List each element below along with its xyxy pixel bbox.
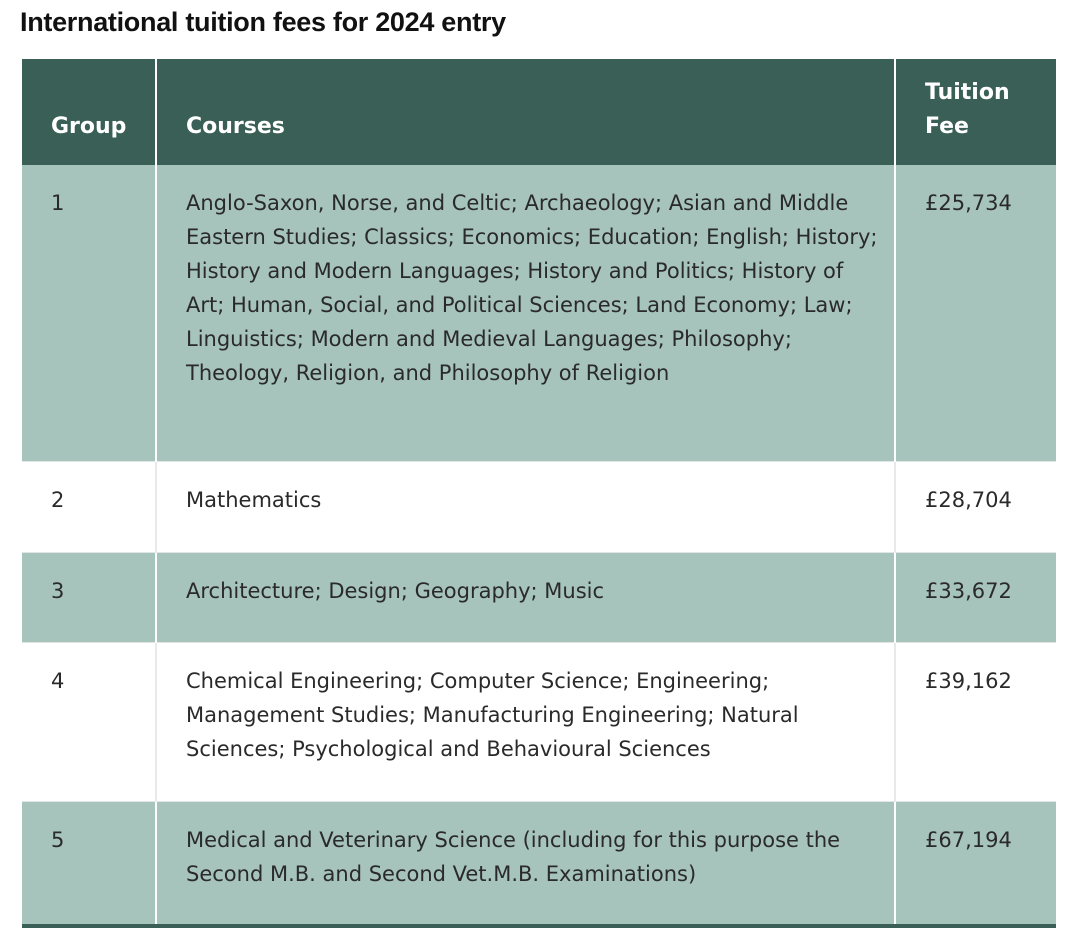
- courses-cell: Chemical Engineering; Computer Science; Engineering; Management Studies; Manufacturing Engineering; Natural Sciences; Psychological and Behavioural Sciences: [156, 642, 895, 801]
- group-cell: 5: [22, 801, 156, 926]
- table-row: [22, 165, 1056, 461]
- group-cell: 4: [22, 642, 156, 801]
- header-tuition-fee-label: Tuition Fee: [925, 80, 1010, 139]
- table-header: [22, 59, 1056, 165]
- header-courses: Courses: [156, 59, 895, 165]
- table-row: [22, 801, 1056, 926]
- fee-cell: £33,672: [895, 552, 1056, 642]
- table-row: [22, 461, 1056, 552]
- fee-cell: £28,704: [895, 461, 1056, 552]
- tuition-fees-table: [22, 59, 1056, 928]
- table-row: [22, 552, 1056, 642]
- courses-cell: Mathematics: [156, 461, 895, 552]
- fee-cell: £39,162: [895, 642, 1056, 801]
- courses-cell: Medical and Veterinary Science (including for this purpose the Second M.B. and Second Vet.M.B. Examinations): [156, 801, 895, 926]
- table-body: [22, 165, 1056, 926]
- courses-cell: Anglo-Saxon, Norse, and Celtic; Archaeology; Asian and Middle Eastern Studies; Classics; Economics; Education; English; History; History and Modern Languages; History and Politics; History of Art; Human, Social, and Political Sciences; Land Economy; Law; Linguistics; Modern and Medieval Languages; Philosophy; Theology, Religion, and Philosophy of Religion: [156, 165, 895, 461]
- group-cell: 2: [22, 461, 156, 552]
- header-row: [22, 59, 1056, 165]
- group-cell: 3: [22, 552, 156, 642]
- fee-cell: £67,194: [895, 801, 1056, 926]
- courses-cell: Architecture; Design; Geography; Music: [156, 552, 895, 642]
- header-group: Group: [22, 59, 156, 165]
- table-row: [22, 642, 1056, 801]
- page-title: International tuition fees for 2024 entry: [20, 7, 506, 37]
- header-tuition-fee: [895, 59, 1056, 165]
- fee-cell: £25,734: [895, 165, 1056, 461]
- group-cell: 1: [22, 165, 156, 461]
